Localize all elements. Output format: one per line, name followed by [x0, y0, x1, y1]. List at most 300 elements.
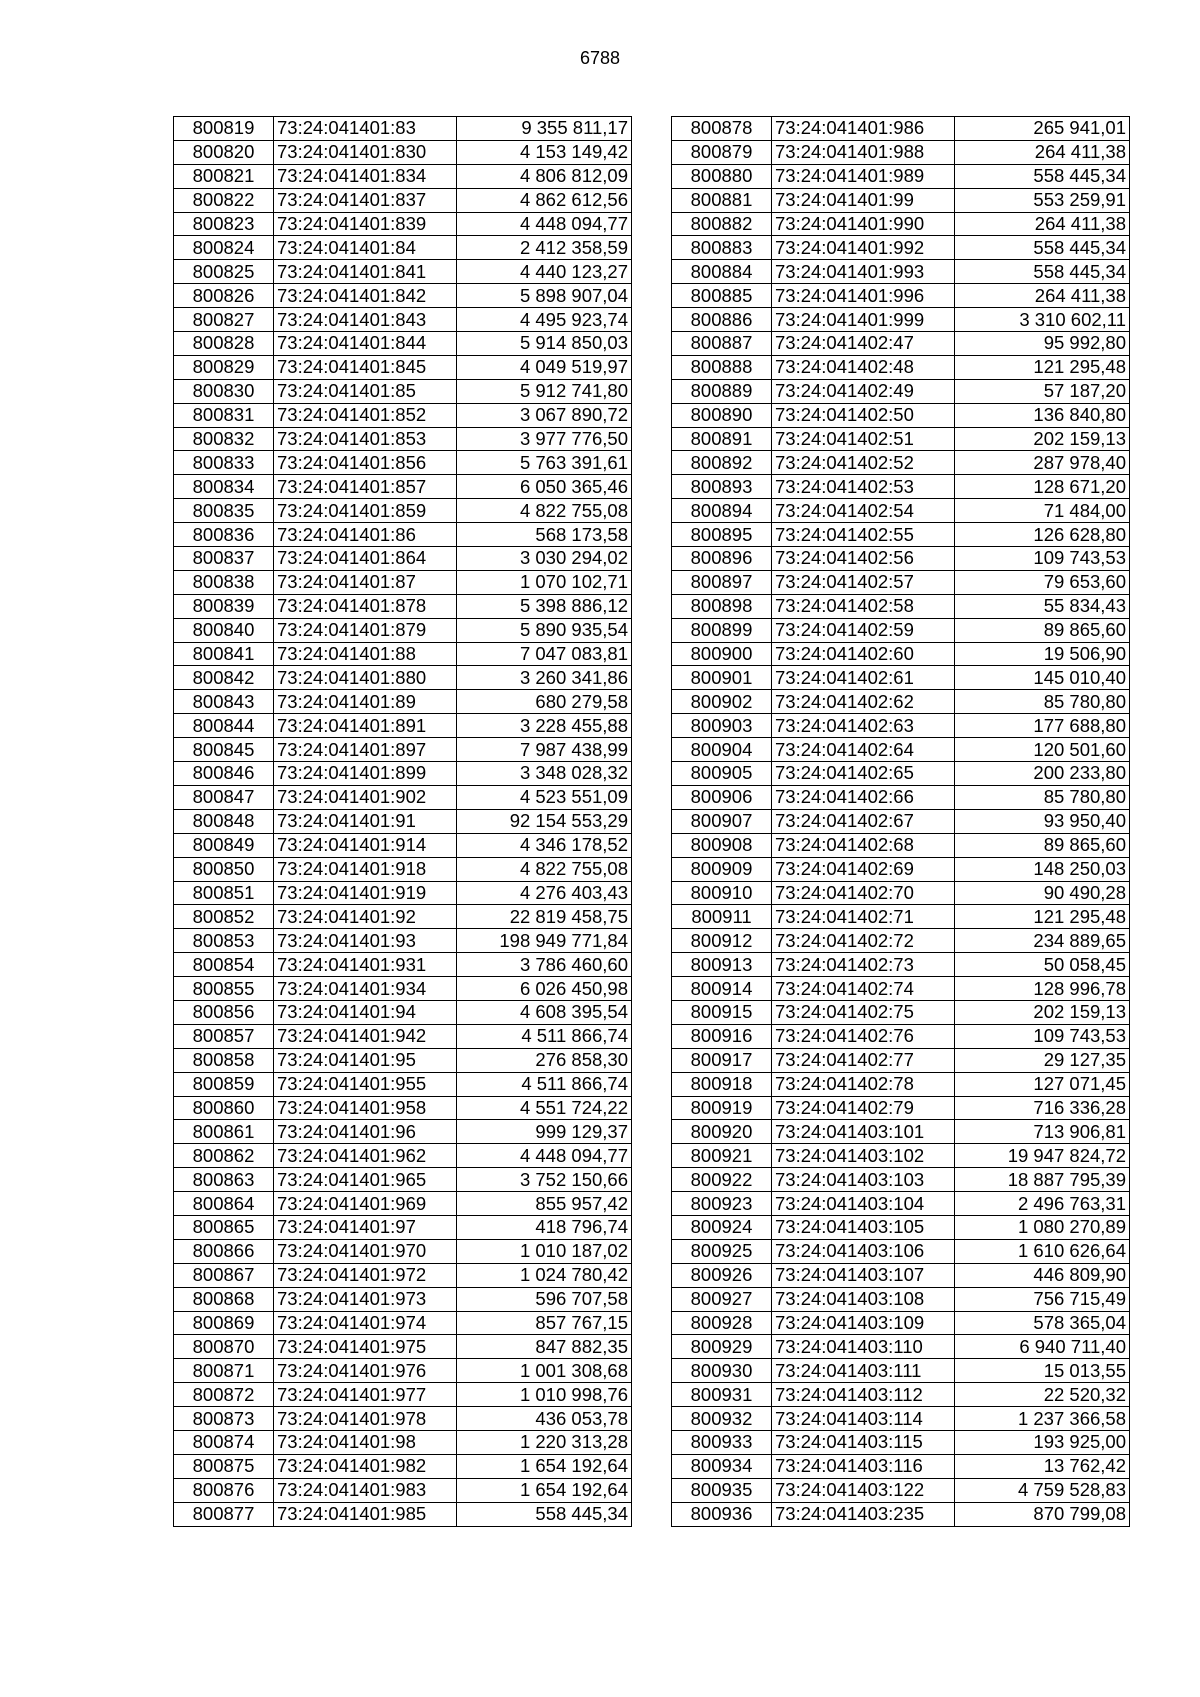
cadastral-number-cell: 73:24:041402:62	[772, 690, 955, 714]
value-cell: 200 233,80	[955, 762, 1130, 786]
row-number-cell: 800839	[174, 594, 274, 618]
value-cell: 234 889,65	[955, 929, 1130, 953]
table-row	[174, 355, 632, 379]
cadastral-number-cell: 73:24:041401:974	[274, 1311, 457, 1335]
table-row	[174, 379, 632, 403]
value-cell: 145 010,40	[955, 666, 1130, 690]
row-number-cell: 800862	[174, 1144, 274, 1168]
cadastral-number-cell: 73:24:041401:859	[274, 499, 457, 523]
table-row	[672, 570, 1130, 594]
value-cell: 109 743,53	[955, 1024, 1130, 1048]
value-cell: 558 445,34	[457, 1502, 632, 1526]
row-number-cell: 800905	[672, 762, 772, 786]
row-number-cell: 800904	[672, 738, 772, 762]
cadastral-number-cell: 73:24:041401:955	[274, 1072, 457, 1096]
row-number-cell: 800906	[672, 785, 772, 809]
row-number-cell: 800872	[174, 1383, 274, 1407]
value-cell: 4 448 094,77	[457, 212, 632, 236]
row-number-cell: 800932	[672, 1407, 772, 1431]
cadastral-number-cell: 73:24:041401:856	[274, 451, 457, 475]
table-row	[174, 1311, 632, 1335]
value-cell: 857 767,15	[457, 1311, 632, 1335]
value-cell: 287 978,40	[955, 451, 1130, 475]
table-row	[174, 427, 632, 451]
table-row	[672, 977, 1130, 1001]
row-number-cell: 800851	[174, 881, 274, 905]
table-row	[672, 164, 1130, 188]
register-table-right	[671, 116, 1130, 1527]
value-cell: 128 996,78	[955, 977, 1130, 1001]
cadastral-number-cell: 73:24:041401:84	[274, 236, 457, 260]
value-cell: 3 310 602,11	[955, 308, 1130, 332]
value-cell: 128 671,20	[955, 475, 1130, 499]
row-number-cell: 800918	[672, 1072, 772, 1096]
cadastral-number-cell: 73:24:041401:841	[274, 260, 457, 284]
value-cell: 1 001 308,68	[457, 1359, 632, 1383]
table-row	[672, 905, 1130, 929]
table-row	[174, 738, 632, 762]
value-cell: 85 780,80	[955, 785, 1130, 809]
row-number-cell: 800892	[672, 451, 772, 475]
table-row	[672, 1311, 1130, 1335]
cadastral-number-cell: 73:24:041403:102	[772, 1144, 955, 1168]
row-number-cell: 800931	[672, 1383, 772, 1407]
row-number-cell: 800843	[174, 690, 274, 714]
cadastral-number-cell: 73:24:041401:958	[274, 1096, 457, 1120]
row-number-cell: 800883	[672, 236, 772, 260]
value-cell: 1 010 187,02	[457, 1239, 632, 1263]
row-number-cell: 800830	[174, 379, 274, 403]
cadastral-number-cell: 73:24:041403:105	[772, 1215, 955, 1239]
register-table-left-body	[174, 117, 632, 1527]
value-cell: 1 237 366,58	[955, 1407, 1130, 1431]
row-number-cell: 800844	[174, 714, 274, 738]
row-number-cell: 800900	[672, 642, 772, 666]
cadastral-number-cell: 73:24:041401:891	[274, 714, 457, 738]
cadastral-number-cell: 73:24:041401:879	[274, 618, 457, 642]
row-number-cell: 800888	[672, 355, 772, 379]
table-row	[174, 1502, 632, 1526]
table-row	[672, 1072, 1130, 1096]
cadastral-number-cell: 73:24:041402:48	[772, 355, 955, 379]
row-number-cell: 800873	[174, 1407, 274, 1431]
table-row	[174, 618, 632, 642]
row-number-cell: 800912	[672, 929, 772, 953]
value-cell: 4 511 866,74	[457, 1072, 632, 1096]
row-number-cell: 800829	[174, 355, 274, 379]
value-cell: 109 743,53	[955, 547, 1130, 571]
cadastral-number-cell: 73:24:041402:69	[772, 857, 955, 881]
table-row	[174, 953, 632, 977]
cadastral-number-cell: 73:24:041402:77	[772, 1048, 955, 1072]
table-row	[174, 762, 632, 786]
cadastral-number-cell: 73:24:041401:919	[274, 881, 457, 905]
row-number-cell: 800911	[672, 905, 772, 929]
row-number-cell: 800827	[174, 308, 274, 332]
cadastral-number-cell: 73:24:041403:109	[772, 1311, 955, 1335]
cadastral-number-cell: 73:24:041402:66	[772, 785, 955, 809]
table-row	[174, 1000, 632, 1024]
row-number-cell: 800879	[672, 140, 772, 164]
table-row	[672, 140, 1130, 164]
table-row	[672, 1478, 1130, 1502]
row-number-cell: 800826	[174, 284, 274, 308]
table-row	[174, 1239, 632, 1263]
value-cell: 22 819 458,75	[457, 905, 632, 929]
table-row	[672, 1335, 1130, 1359]
value-cell: 4 049 519,97	[457, 355, 632, 379]
row-number-cell: 800856	[174, 1000, 274, 1024]
row-number-cell: 800913	[672, 953, 772, 977]
row-number-cell: 800877	[174, 1502, 274, 1526]
cadastral-number-cell: 73:24:041401:845	[274, 355, 457, 379]
row-number-cell: 800833	[174, 451, 274, 475]
table-row	[174, 188, 632, 212]
row-number-cell: 800899	[672, 618, 772, 642]
cadastral-number-cell: 73:24:041402:51	[772, 427, 955, 451]
row-number-cell: 800910	[672, 881, 772, 905]
cadastral-number-cell: 73:24:041403:104	[772, 1192, 955, 1216]
table-row	[672, 1502, 1130, 1526]
row-number-cell: 800824	[174, 236, 274, 260]
cadastral-number-cell: 73:24:041401:830	[274, 140, 457, 164]
table-row	[174, 451, 632, 475]
table-row	[174, 332, 632, 356]
row-number-cell: 800917	[672, 1048, 772, 1072]
row-number-cell: 800846	[174, 762, 274, 786]
value-cell: 9 355 811,17	[457, 117, 632, 141]
table-row	[174, 1096, 632, 1120]
row-number-cell: 800908	[672, 833, 772, 857]
register-table-left	[173, 116, 632, 1527]
table-row	[174, 1263, 632, 1287]
row-number-cell: 800859	[174, 1072, 274, 1096]
cadastral-number-cell: 73:24:041401:989	[772, 164, 955, 188]
value-cell: 713 906,81	[955, 1120, 1130, 1144]
cadastral-number-cell: 73:24:041402:67	[772, 809, 955, 833]
cadastral-number-cell: 73:24:041401:988	[772, 140, 955, 164]
value-cell: 4 153 149,42	[457, 140, 632, 164]
cadastral-number-cell: 73:24:041401:842	[274, 284, 457, 308]
row-number-cell: 800842	[174, 666, 274, 690]
cadastral-number-cell: 73:24:041402:60	[772, 642, 955, 666]
row-number-cell: 800894	[672, 499, 772, 523]
cadastral-number-cell: 73:24:041402:59	[772, 618, 955, 642]
row-number-cell: 800891	[672, 427, 772, 451]
value-cell: 3 786 460,60	[457, 953, 632, 977]
table-row	[672, 785, 1130, 809]
row-number-cell: 800853	[174, 929, 274, 953]
cadastral-number-cell: 73:24:041401:962	[274, 1144, 457, 1168]
cadastral-number-cell: 73:24:041401:95	[274, 1048, 457, 1072]
value-cell: 3 260 341,86	[457, 666, 632, 690]
row-number-cell: 800835	[174, 499, 274, 523]
table-row	[672, 1048, 1130, 1072]
table-row	[672, 427, 1130, 451]
value-cell: 13 762,42	[955, 1454, 1130, 1478]
table-row	[672, 355, 1130, 379]
row-number-cell: 800924	[672, 1215, 772, 1239]
value-cell: 4 276 403,43	[457, 881, 632, 905]
cadastral-number-cell: 73:24:041401:985	[274, 1502, 457, 1526]
value-cell: 578 365,04	[955, 1311, 1130, 1335]
row-number-cell: 800871	[174, 1359, 274, 1383]
table-row	[672, 714, 1130, 738]
row-number-cell: 800821	[174, 164, 274, 188]
row-number-cell: 800882	[672, 212, 772, 236]
row-number-cell: 800841	[174, 642, 274, 666]
table-row	[174, 140, 632, 164]
row-number-cell: 800855	[174, 977, 274, 1001]
row-number-cell: 800922	[672, 1168, 772, 1192]
value-cell: 1 024 780,42	[457, 1263, 632, 1287]
value-cell: 121 295,48	[955, 355, 1130, 379]
cadastral-number-cell: 73:24:041403:116	[772, 1454, 955, 1478]
row-number-cell: 800895	[672, 523, 772, 547]
cadastral-number-cell: 73:24:041403:101	[772, 1120, 955, 1144]
cadastral-number-cell: 73:24:041401:976	[274, 1359, 457, 1383]
row-number-cell: 800927	[672, 1287, 772, 1311]
value-cell: 5 912 741,80	[457, 379, 632, 403]
row-number-cell: 800854	[174, 953, 274, 977]
row-number-cell: 800885	[672, 284, 772, 308]
table-row	[174, 1072, 632, 1096]
table-row	[174, 1335, 632, 1359]
cadastral-number-cell: 73:24:041401:992	[772, 236, 955, 260]
row-number-cell: 800914	[672, 977, 772, 1001]
table-row	[174, 857, 632, 881]
cadastral-number-cell: 73:24:041401:918	[274, 857, 457, 881]
table-row	[174, 523, 632, 547]
table-row	[672, 666, 1130, 690]
row-number-cell: 800921	[672, 1144, 772, 1168]
cadastral-number-cell: 73:24:041401:982	[274, 1454, 457, 1478]
cadastral-number-cell: 73:24:041403:122	[772, 1478, 955, 1502]
table-row	[672, 1359, 1130, 1383]
cadastral-number-cell: 73:24:041402:54	[772, 499, 955, 523]
row-number-cell: 800820	[174, 140, 274, 164]
value-cell: 4 862 612,56	[457, 188, 632, 212]
cadastral-number-cell: 73:24:041401:87	[274, 570, 457, 594]
cadastral-number-cell: 73:24:041401:91	[274, 809, 457, 833]
table-row	[672, 1430, 1130, 1454]
cadastral-number-cell: 73:24:041401:857	[274, 475, 457, 499]
value-cell: 71 484,00	[955, 499, 1130, 523]
row-number-cell: 800850	[174, 857, 274, 881]
table-row	[174, 1359, 632, 1383]
table-row	[672, 236, 1130, 260]
value-cell: 1 654 192,64	[457, 1478, 632, 1502]
value-cell: 50 058,45	[955, 953, 1130, 977]
value-cell: 93 950,40	[955, 809, 1130, 833]
table-row	[174, 236, 632, 260]
row-number-cell: 800837	[174, 547, 274, 571]
cadastral-number-cell: 73:24:041401:978	[274, 1407, 457, 1431]
table-row	[672, 1096, 1130, 1120]
value-cell: 264 411,38	[955, 140, 1130, 164]
cadastral-number-cell: 73:24:041403:115	[772, 1430, 955, 1454]
row-number-cell: 800934	[672, 1454, 772, 1478]
cadastral-number-cell: 73:24:041402:63	[772, 714, 955, 738]
table-row	[672, 260, 1130, 284]
table-row	[672, 881, 1130, 905]
cadastral-number-cell: 73:24:041403:111	[772, 1359, 955, 1383]
value-cell: 92 154 553,29	[457, 809, 632, 833]
cadastral-number-cell: 73:24:041403:112	[772, 1383, 955, 1407]
value-cell: 264 411,38	[955, 212, 1130, 236]
value-cell: 89 865,60	[955, 833, 1130, 857]
value-cell: 870 799,08	[955, 1502, 1130, 1526]
row-number-cell: 800889	[672, 379, 772, 403]
value-cell: 7 047 083,81	[457, 642, 632, 666]
cadastral-number-cell: 73:24:041402:58	[772, 594, 955, 618]
value-cell: 29 127,35	[955, 1048, 1130, 1072]
table-row	[672, 594, 1130, 618]
row-number-cell: 800868	[174, 1287, 274, 1311]
value-cell: 18 887 795,39	[955, 1168, 1130, 1192]
row-number-cell: 800916	[672, 1024, 772, 1048]
table-row	[672, 809, 1130, 833]
cadastral-number-cell: 73:24:041402:71	[772, 905, 955, 929]
row-number-cell: 800909	[672, 857, 772, 881]
table-row	[174, 1168, 632, 1192]
cadastral-number-cell: 73:24:041401:844	[274, 332, 457, 356]
value-cell: 55 834,43	[955, 594, 1130, 618]
cadastral-number-cell: 73:24:041403:110	[772, 1335, 955, 1359]
value-cell: 177 688,80	[955, 714, 1130, 738]
value-cell: 126 628,80	[955, 523, 1130, 547]
row-number-cell: 800928	[672, 1311, 772, 1335]
value-cell: 847 882,35	[457, 1335, 632, 1359]
table-row	[672, 1192, 1130, 1216]
table-row	[174, 1048, 632, 1072]
cadastral-number-cell: 73:24:041401:902	[274, 785, 457, 809]
cadastral-number-cell: 73:24:041403:235	[772, 1502, 955, 1526]
cadastral-number-cell: 73:24:041401:88	[274, 642, 457, 666]
table-row	[174, 690, 632, 714]
page-number: 6788	[579, 48, 621, 68]
row-number-cell: 800834	[174, 475, 274, 499]
value-cell: 79 653,60	[955, 570, 1130, 594]
value-cell: 3 228 455,88	[457, 714, 632, 738]
value-cell: 4 495 923,74	[457, 308, 632, 332]
table-row	[672, 1383, 1130, 1407]
cadastral-number-cell: 73:24:041401:969	[274, 1192, 457, 1216]
row-number-cell: 800870	[174, 1335, 274, 1359]
cadastral-number-cell: 73:24:041401:899	[274, 762, 457, 786]
value-cell: 5 890 935,54	[457, 618, 632, 642]
value-cell: 127 071,45	[955, 1072, 1130, 1096]
value-cell: 716 336,28	[955, 1096, 1130, 1120]
table-row	[174, 475, 632, 499]
cadastral-number-cell: 73:24:041401:914	[274, 833, 457, 857]
value-cell: 19 947 824,72	[955, 1144, 1130, 1168]
table-row	[174, 1478, 632, 1502]
table-row	[174, 929, 632, 953]
cadastral-number-cell: 73:24:041402:56	[772, 547, 955, 571]
row-number-cell: 800876	[174, 1478, 274, 1502]
value-cell: 558 445,34	[955, 236, 1130, 260]
row-number-cell: 800881	[672, 188, 772, 212]
table-row	[672, 1000, 1130, 1024]
cadastral-number-cell: 73:24:041401:931	[274, 953, 457, 977]
value-cell: 999 129,37	[457, 1120, 632, 1144]
row-number-cell: 800890	[672, 403, 772, 427]
value-cell: 596 707,58	[457, 1287, 632, 1311]
value-cell: 15 013,55	[955, 1359, 1130, 1383]
cadastral-number-cell: 73:24:041401:965	[274, 1168, 457, 1192]
table-row	[174, 570, 632, 594]
value-cell: 558 445,34	[955, 260, 1130, 284]
table-row	[174, 308, 632, 332]
value-cell: 6 050 365,46	[457, 475, 632, 499]
table-row	[174, 833, 632, 857]
table-row	[672, 1168, 1130, 1192]
value-cell: 4 822 755,08	[457, 499, 632, 523]
table-row	[672, 929, 1130, 953]
table-row	[174, 905, 632, 929]
cadastral-number-cell: 73:24:041403:114	[772, 1407, 955, 1431]
table-row	[672, 642, 1130, 666]
table-row	[672, 451, 1130, 475]
value-cell: 553 259,91	[955, 188, 1130, 212]
cadastral-number-cell: 73:24:041401:85	[274, 379, 457, 403]
cadastral-number-cell: 73:24:041401:97	[274, 1215, 457, 1239]
cadastral-number-cell: 73:24:041402:74	[772, 977, 955, 1001]
cadastral-number-cell: 73:24:041401:852	[274, 403, 457, 427]
value-cell: 4 440 123,27	[457, 260, 632, 284]
table-row	[672, 1287, 1130, 1311]
value-cell: 4 822 755,08	[457, 857, 632, 881]
cadastral-number-cell: 73:24:041402:52	[772, 451, 955, 475]
table-row	[672, 690, 1130, 714]
row-number-cell: 800823	[174, 212, 274, 236]
cadastral-number-cell: 73:24:041403:108	[772, 1287, 955, 1311]
row-number-cell: 800832	[174, 427, 274, 451]
table-row	[672, 547, 1130, 571]
cadastral-number-cell: 73:24:041401:897	[274, 738, 457, 762]
value-cell: 1 610 626,64	[955, 1239, 1130, 1263]
table-row	[672, 1239, 1130, 1263]
cadastral-number-cell: 73:24:041401:973	[274, 1287, 457, 1311]
value-cell: 680 279,58	[457, 690, 632, 714]
row-number-cell: 800897	[672, 570, 772, 594]
table-row	[672, 308, 1130, 332]
value-cell: 121 295,48	[955, 905, 1130, 929]
table-row	[174, 260, 632, 284]
value-cell: 4 448 094,77	[457, 1144, 632, 1168]
row-number-cell: 800869	[174, 1311, 274, 1335]
row-number-cell: 800852	[174, 905, 274, 929]
row-number-cell: 800933	[672, 1430, 772, 1454]
cadastral-number-cell: 73:24:041401:977	[274, 1383, 457, 1407]
row-number-cell: 800919	[672, 1096, 772, 1120]
row-number-cell: 800849	[174, 833, 274, 857]
table-row	[174, 1144, 632, 1168]
value-cell: 436 053,78	[457, 1407, 632, 1431]
value-cell: 4 806 812,09	[457, 164, 632, 188]
table-row	[174, 1024, 632, 1048]
value-cell: 5 898 907,04	[457, 284, 632, 308]
cadastral-number-cell: 73:24:041402:73	[772, 953, 955, 977]
row-number-cell: 800825	[174, 260, 274, 284]
cadastral-number-cell: 73:24:041402:47	[772, 332, 955, 356]
table-row	[672, 953, 1130, 977]
row-number-cell: 800866	[174, 1239, 274, 1263]
value-cell: 57 187,20	[955, 379, 1130, 403]
value-cell: 5 398 886,12	[457, 594, 632, 618]
cadastral-number-cell: 73:24:041401:839	[274, 212, 457, 236]
